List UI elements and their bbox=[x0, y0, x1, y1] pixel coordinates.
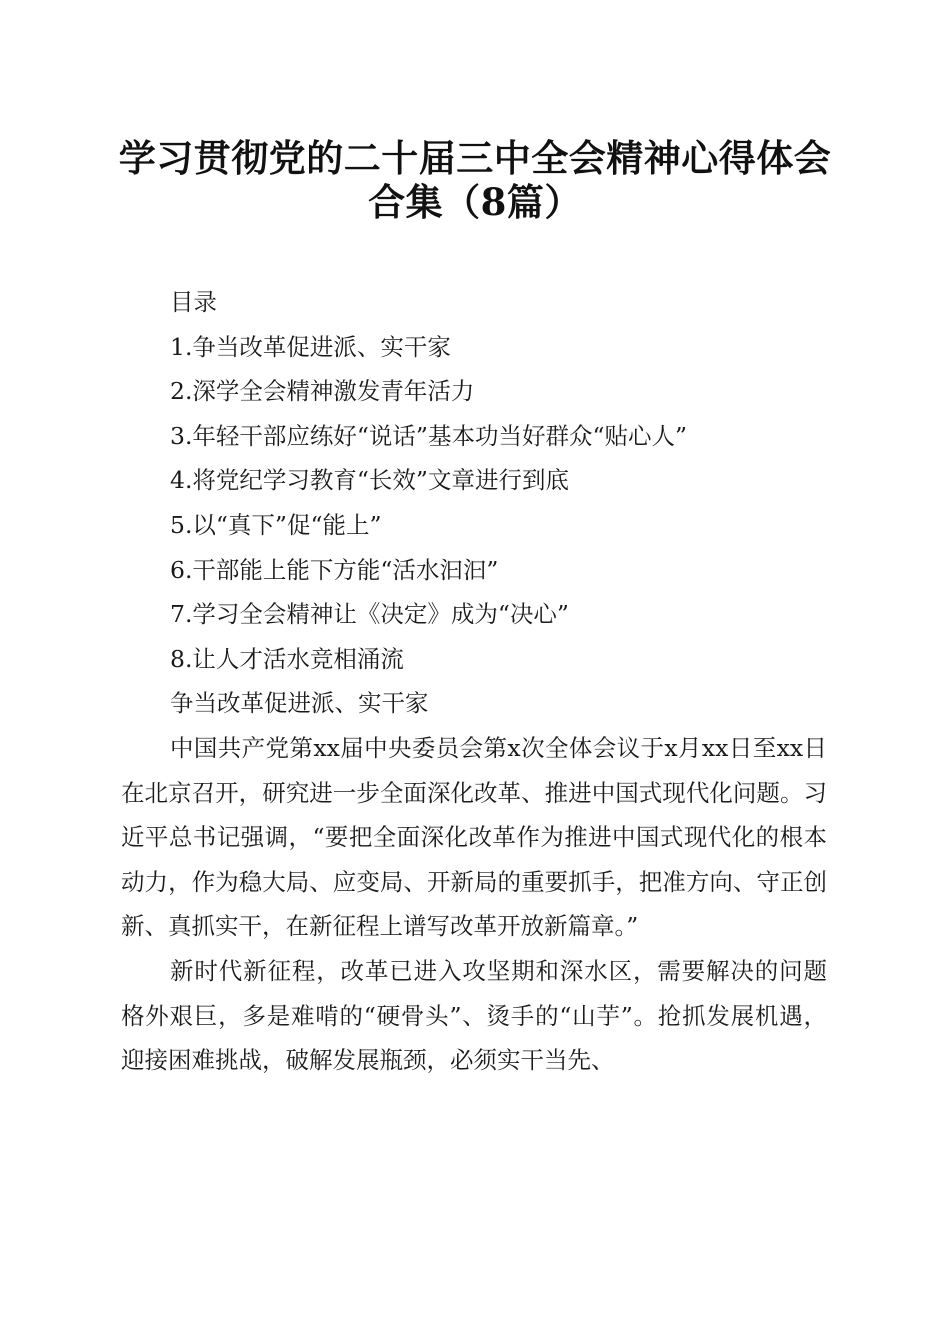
section-title: 争当改革促进派、实干家 bbox=[170, 689, 429, 718]
document-body bbox=[121, 280, 827, 1083]
body-paragraph-2: 新时代新征程，改革已进入攻坚期和深水区，需要解决的问题格外艰巨，多是难啃的“硬骨头”、烫手的“山芋”。抢抓发展机遇，迎接困难挑战，破解发展瓶颈，必须实干当先、 bbox=[121, 956, 827, 1075]
document-title: 学习贯彻党的二十届三中全会精神心得体会合集（8篇） bbox=[118, 136, 832, 224]
toc-item-4: 4.将党纪学习教育“长效”文章进行到底 bbox=[170, 466, 569, 495]
toc-item-7: 7.学习全会精神让《决定》成为“决心” bbox=[170, 600, 569, 629]
toc-item-8: 8.让人才活水竞相涌流 bbox=[170, 644, 404, 673]
toc-item-5: 5.以“真下”促“能上” bbox=[170, 510, 382, 539]
body-paragraph-1: 中国共产党第xx届中央委员会第x次全体会议于x月xx日至xx日在北京召开，研究进一步全面深化改革、推进中国式现代化问题。习近平总书记强调，“要把全面深化改革作为推进中国式现代化的根本动力，作为稳大局、应变局、开新局的重要抓手，把准方向、守正创新、真抓实干，在新征程上谱写改革开放新篇章。” bbox=[121, 733, 827, 941]
toc-item-6: 6.干部能上能下方能“活水汩汩” bbox=[170, 555, 499, 584]
toc-item-3: 3.年轻干部应练好“说话”基本功当好群众“贴心人” bbox=[170, 421, 687, 450]
toc-item-1: 1.争当改革促进派、实干家 bbox=[170, 332, 451, 361]
table-of-contents bbox=[121, 325, 827, 682]
toc-item-2: 2.深学全会精神激发青年活力 bbox=[170, 377, 475, 406]
toc-heading: 目录 bbox=[170, 288, 217, 316]
